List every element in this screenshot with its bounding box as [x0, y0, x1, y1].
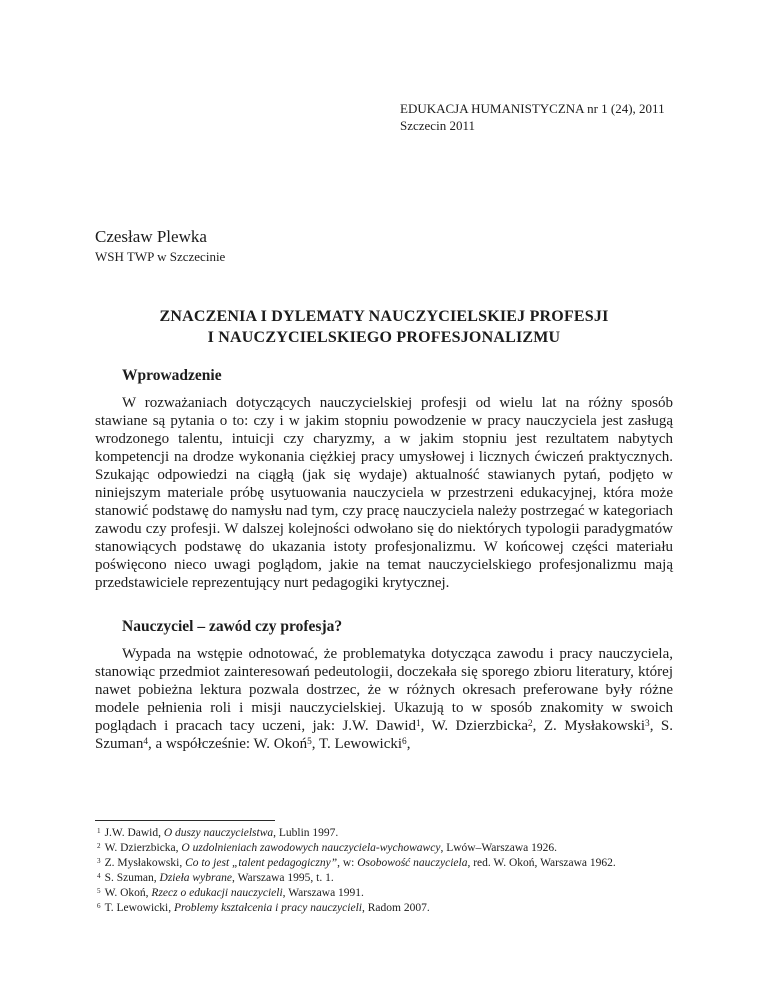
author-affiliation: WSH TWP w Szczecinie	[95, 249, 226, 264]
paragraph-profession: Wypada na wstępie odnotować, że problematyka dotycząca zawodu i pracy nauczyciela, stanowiąc przedmiot zainteresowań pedeutologii, doczekała się sporego zbioru literatury, której nawet pobieżna lektura pozwala dostrzec, że w różnych okresach preferowane były różne modele pełnienia roli i misji nauczycielskiej. Ukazują to w sposób znakomity w swoich poglądach i pracach tacy uczeni, jak: J.W. Dawid$^1$, W. Dzierzbicka$^2$, Z. Mysłakowski$^3$, S. Szuman$^4$, a współcześnie: W. Okoń$^5$, T. Lewowicki$^6$,	[95, 646, 673, 752]
article-title-line2: I NAUCZYCIELSKIEGO PROFESJONALIZMU	[207, 329, 561, 346]
footnote-text: J.W. Dawid, O duszy nauczycielstwa, Lublin 1997.	[104, 827, 339, 839]
footnote-number: 3	[97, 856, 101, 865]
footnote	[95, 901, 673, 916]
journal-header-line1: EDUKACJA HUMANISTYCZNA nr 1 (24), 2011	[400, 101, 665, 116]
article-title	[95, 306, 673, 348]
footnote	[95, 841, 673, 856]
footnote	[95, 826, 673, 841]
footnote	[95, 886, 673, 901]
footnote	[95, 871, 673, 886]
footnote-number: 5	[97, 886, 101, 895]
footnotes-block	[95, 820, 673, 916]
section-heading-profession: Nauczyciel – zawód czy profesja?	[122, 618, 343, 635]
footnote-number: 4	[97, 871, 101, 880]
footnote-text: S. Szuman, Dzieła wybrane, Warszawa 1995, t. 1.	[104, 872, 334, 884]
footnote-number: 2	[97, 841, 101, 850]
author-block	[95, 226, 225, 265]
article-body	[95, 367, 673, 753]
paragraph-introduction: W rozważaniach dotyczących nauczycielskiej profesji od wielu lat na różny sposób stawiane są pytania o to: czy i w jakim stopniu powodzenie w pracy nauczyciela jest zasługą wrodzonego talentu, intuicji czy charyzmy, a w jakim stopniu jest rezultatem nabytych kompetencji na drodze wykonania ciężkiej pracy umysłowej i licznych ćwiczeń praktycznych. Szukając odpowiedzi na ciągłą (jak się wydaje) aktualność stawianych pytań, podjęto w niniejszym materiale próbę usytuowania nauczyciela w przestrzeni edukacyjnej, która może stanowić podstawę do namysłu nad tym, czy pracę nauczyciela należy postrzegać w kategoriach zawodu czy profesji. W dalszej kolejności odwołano się do niektórych typologii paradygmatów stanowiących podstawę do ukazania istoty profesjonalizmu. W końcowej części materiału poświęcono nieco uwagi poglądom, jakie na temat nauczycielskiego profesjonalizmu mają przedstawiciele reprezentujący nurt pedagogiki krytycznej.	[95, 395, 673, 591]
footnote-separator	[95, 820, 275, 821]
section-heading-introduction: Wprowadzenie	[122, 367, 222, 384]
footnote-text: T. Lewowicki, Problemy kształcenia i pracy nauczycieli, Radom 2007.	[104, 902, 430, 914]
footnote-text: Z. Mysłakowski, Co to jest „talent pedagogiczny”, w: Osobowość nauczyciela, red. W. Okoń, Warszawa 1962.	[104, 857, 616, 869]
article-title-line1: ZNACZENIA I DYLEMATY NAUCZYCIELSKIEJ PROFESJI	[159, 308, 609, 325]
footnote-number: 1	[97, 826, 101, 835]
footnote-text: W. Okoń, Rzecz o edukacji nauczycieli, Warszawa 1991.	[104, 887, 364, 899]
footnote-text: W. Dzierzbicka, O uzdolnieniach zawodowych nauczyciela-wychowawcy, Lwów–Warszawa 1926.	[104, 842, 558, 854]
journal-header-line2: Szczecin 2011	[400, 118, 475, 133]
journal-header	[400, 100, 665, 134]
footnote-number: 6	[97, 901, 101, 910]
footnote	[95, 856, 673, 871]
author-name: Czesław Plewka	[95, 227, 207, 246]
